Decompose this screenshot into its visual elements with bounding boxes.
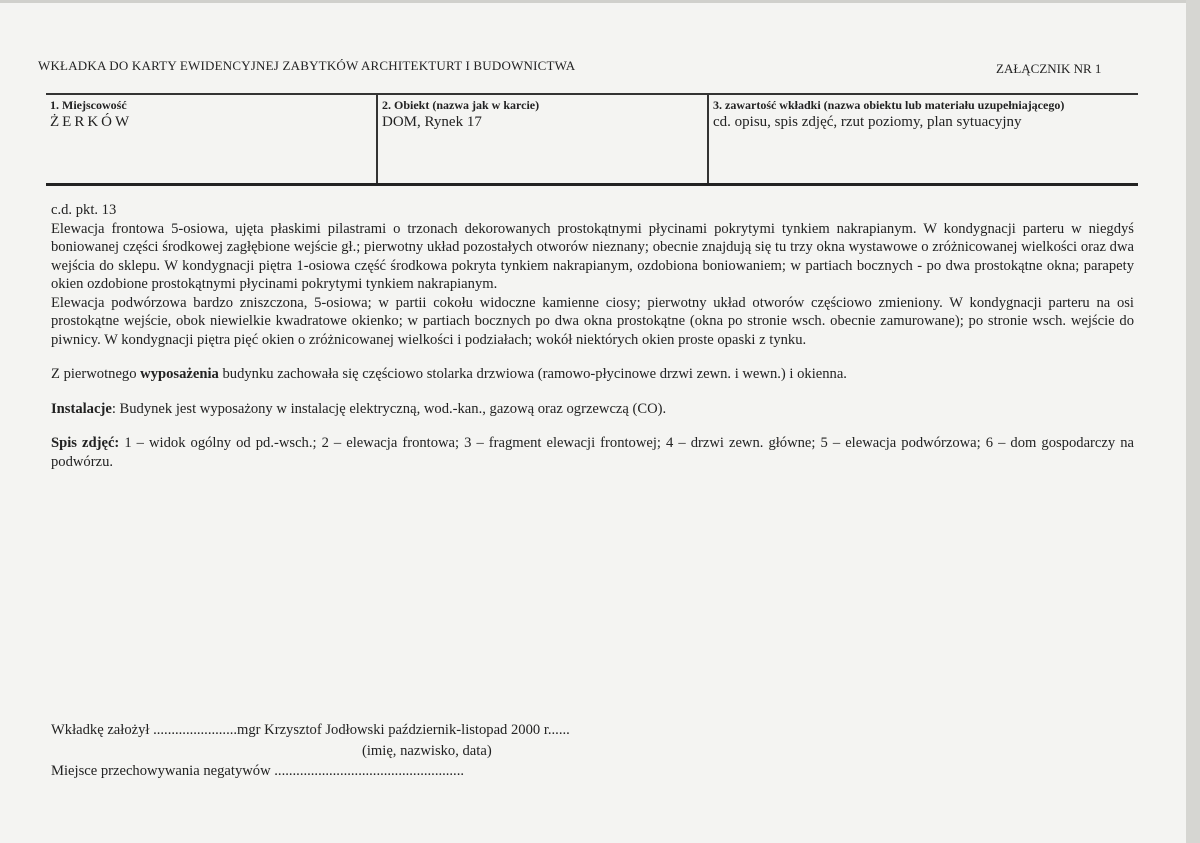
installations-text: : Budynek jest wyposażony w instalację elektryczną, wod.-kan., gazową oraz ogrzewczą (CO). <box>111 400 667 417</box>
place-label: 1. Miejscowość <box>50 98 127 112</box>
equipment-text-before: Z pierwotnego <box>51 366 141 382</box>
contents-value: cd. opisu, spis zdjęć, rzut poziomy, plan sytuacyjny <box>713 114 1022 130</box>
installations-paragraph <box>51 400 1134 419</box>
contents-label: 3. zawartość wkładki (nazwa obiektu lub materiału uzupełniającego) <box>713 98 1065 112</box>
contents-cell <box>707 95 1138 183</box>
metadata-table <box>46 93 1138 186</box>
yard-elevation-paragraph: Elewacja podwórzowa bardzo zniszczona, 5-osiowa; w partii cokołu widoczne kamienne ciosy; pierwotny układ otworów częściowo zmieniony. W kondygnacji parteru na osi prostokątne wejście, obok niewielkie kwadratowe okienko; w partiach bocznych po dwa okna prostokątne (okna po stronie wsch. obecnie zamurowane); po stronie wsch. wejście do piwnicy. W kondygnacji piętra pięć okien o zróżnicowanej wielkości i podziałach; wokół niektórych okien proste opaski z tynku. <box>51 294 1134 348</box>
photos-paragraph <box>51 434 1134 471</box>
installations-keyword: Instalacje <box>51 400 112 417</box>
negatives-location-line: Miejsce przechowywania negatywów .................................................... <box>51 763 465 779</box>
created-by-line: Wkładkę założył .......................mgr Krzysztof Jodłowski październik-listopad 2000 r...... <box>51 722 570 738</box>
document-title: WKŁADKA DO KARTY EWIDENCYJNEJ ZABYTKÓW ARCHITEKTURT I BUDOWNICTWA <box>38 58 576 73</box>
photos-text: 1 – widok ogólny od pd.-wsch.; 2 – elewacja frontowa; 3 – fragment elewacji frontowej; 4 – drzwi zewn. główne; 5 – elewacja podwórzowa; 6 – dom gospodarczy na podwórzu. <box>51 435 1134 470</box>
place-cell <box>46 95 376 183</box>
equipment-text-after: budynku zachowała się częściowo stolarka drzwiowa (ramowo-płycinowe drzwi zewn. i wewn.) i okienna. <box>218 366 847 382</box>
attachment-label: ZAŁĄCZNIK NR 1 <box>996 61 1102 76</box>
object-label: 2. Obiekt (nazwa jak w karcie) <box>382 98 540 112</box>
photos-keyword: Spis zdjęć: <box>51 435 120 451</box>
equipment-keyword: wyposażenia <box>140 366 219 382</box>
place-value: ŻERKÓW <box>50 114 133 130</box>
scan-edge-right <box>1186 0 1200 843</box>
front-elevation-paragraph: Elewacja frontowa 5-osiowa, ujęta płaskimi pilastrami o trzonach dekorowanych prostokątnymi płycinami pokrytymi tynkiem nakrapianym. W kondygnacji parteru w niegdyś boniowanej części środkowej zagłębione wejście gł.; pierwotny układ pozostałych otworów nieznany; obecnie znajdują się tu trzy okna wystawowe o zróżnicowanej wielkości oraz dwa wejścia do sklepu. W kondygnacji piętra 1-osiowa część środkowa pokryta tynkiem nakrapianym, ozdobiona boniowaniem; w partiach bocznych - po dwa prostokątne okna; parapety okien ozdobione prostokątnymi płycinami pokrytymi tynkiem nakrapianym. <box>51 220 1134 292</box>
scan-edge-top <box>0 0 1200 3</box>
object-value: DOM, Rynek 17 <box>382 114 482 130</box>
description-body <box>51 201 1134 471</box>
continuation-reference: c.d. pkt. 13 <box>51 202 117 218</box>
created-by-hint: (imię, nazwisko, data) <box>362 743 492 759</box>
object-cell <box>376 95 707 183</box>
equipment-paragraph <box>51 365 1134 384</box>
